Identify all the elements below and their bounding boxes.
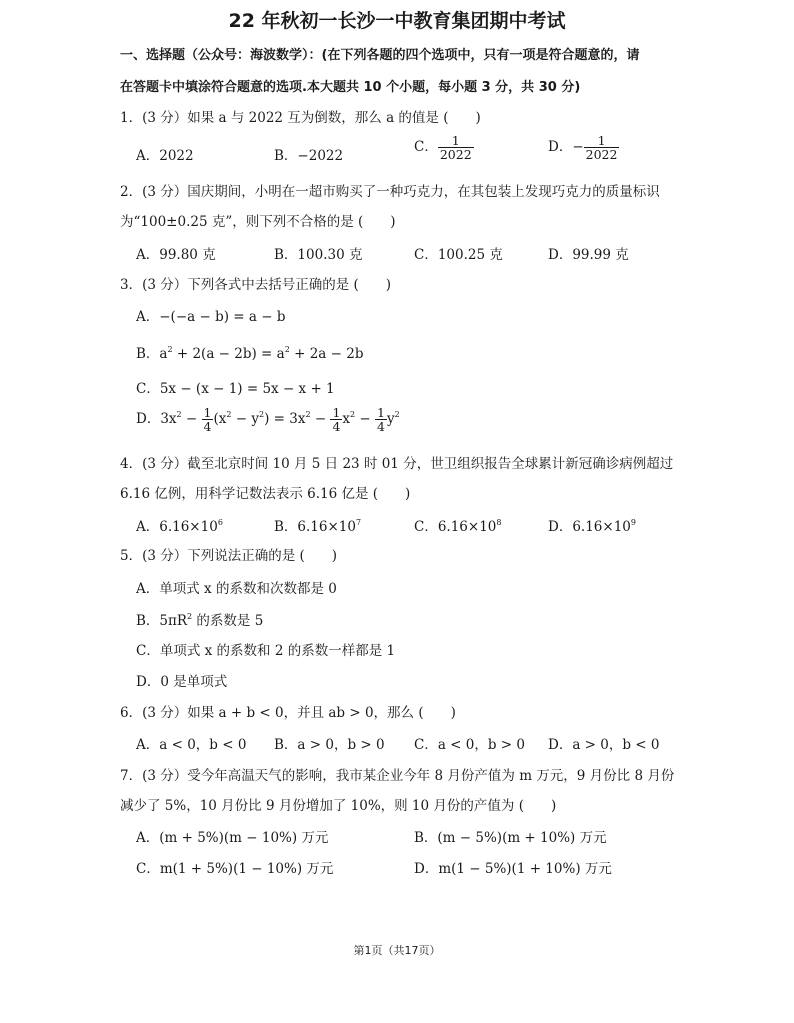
q3-d-fraction2 [330, 406, 342, 433]
q1-option-d-sign: − [572, 139, 584, 156]
q1-option-a: A．2022 [136, 148, 194, 164]
section-heading-line2: 在答题卡中填涂符合题意的选项.本大题共 10 个小题，每小题 3 分，共 30 分) [120, 80, 581, 95]
q4-option-b [274, 515, 361, 535]
q3-stem: 3．(3 分）下列各式中去括号正确的是 ( ) [120, 277, 392, 293]
q4-b-base: B．6.16×10 [274, 519, 356, 535]
q5-stem: 5．(3 分）下列说法正确的是 ( ) [120, 548, 338, 564]
q7-stem-line2: 减少了 5%，10 月份比 9 月份增加了 10%，则 10 月份的产值为 ( ) [120, 798, 557, 814]
q7-option-d: D．m(1 − 5%)(1 + 10%) 万元 [414, 861, 612, 877]
q3-option-b [136, 342, 363, 362]
q3-d-exp1: 2 [176, 410, 182, 420]
q4-a-exp: 6 [217, 518, 223, 527]
q3-d-fraction3 [375, 406, 387, 433]
q7-option-c: C．m(1 + 5%)(1 − 10%) 万元 [136, 861, 334, 877]
q2-option-a: A．99.80 克 [136, 247, 216, 263]
q3-d-fraction1-den: 4 [203, 419, 212, 435]
q4-stem-line1: 4．(3 分）截至北京时间 10 月 5 日 23 时 01 分，世卫组织报告全球累计新冠确诊病例超过 [120, 456, 674, 472]
q3-d-part8: − [355, 411, 376, 428]
q4-a-base: A．6.16×10 [136, 519, 218, 535]
q3-option-c: C．5x − (x − 1) = 5x − x + 1 [136, 381, 335, 397]
q6-option-b: B．a > 0，b > 0 [274, 737, 385, 753]
q3-d-part9: y [387, 411, 395, 428]
q3-d-exp4: 2 [305, 410, 311, 420]
q3-d-part3: (x [213, 411, 227, 428]
q3-d-exp2: 2 [226, 410, 232, 420]
q3-d-fraction2-den: 4 [332, 419, 341, 435]
q6-option-a: A．a < 0，b < 0 [136, 737, 247, 753]
q2-option-d: D．99.99 克 [548, 247, 629, 263]
q6-stem: 6．(3 分）如果 a + b < 0，并且 ab > 0，那么 ( ) [120, 705, 456, 721]
q4-option-d [548, 515, 636, 535]
q5-b-part1: B．5πR [136, 613, 188, 629]
q6-option-c: C．a < 0，b > 0 [414, 737, 525, 753]
q4-option-a [136, 515, 223, 535]
q3-d-part4: − y [231, 411, 259, 428]
q1-stem: 1．(3 分）如果 a 与 2022 互为倒数，那么 a 的值是 ( ) [120, 110, 481, 126]
q7-option-a: A．(m + 5%)(m − 10%) 万元 [136, 830, 329, 846]
q1-d-denominator: 2022 [585, 147, 618, 163]
q3-b-part3: + 2a − 2b [289, 346, 364, 362]
q3-d-part5: ) = 3x [264, 411, 306, 428]
page-title: 22 年秋初一长沙一中教育集团期中考试 [228, 10, 566, 32]
q4-d-base: D．6.16×10 [548, 519, 631, 535]
q5-b-part2: 的系数是 5 [192, 613, 264, 629]
q5-option-b [136, 609, 263, 629]
q2-stem-line2: 为“100±0.25 克”，则下列不合格的是 ( ) [120, 214, 396, 230]
q5-option-c: C．单项式 x 的系数和 2 的系数一样都是 1 [136, 643, 396, 659]
q3-d-part2: − [181, 411, 202, 428]
q1-c-numerator: 1 [451, 133, 460, 148]
q3-option-a: A．−(−a − b) = a − b [136, 309, 286, 325]
q3-d-part1: D．3x [136, 411, 177, 428]
q2-stem-line1: 2．(3 分）国庆期间，小明在一超市购买了一种巧克力，在其包装上发现巧克力的质量标识 [120, 184, 660, 200]
q4-stem-line2: 6.16 亿例，用科学记数法表示 6.16 亿是 ( ) [120, 486, 411, 502]
section-heading-line1: 一、选择题（公众号：海波数学）：(在下列各题的四个选项中，只有一项是符合题意的，请 [120, 48, 640, 63]
q1-option-d-fraction [584, 134, 620, 161]
q3-b-exp1: 2 [167, 345, 173, 354]
q3-d-fraction2-num: 1 [332, 405, 341, 420]
q2-option-c: C．100.25 克 [414, 247, 503, 263]
q3-d-exp6: 2 [394, 410, 400, 420]
q5-option-a: A．单项式 x 的系数和次数都是 0 [136, 581, 337, 597]
q3-b-part2: + 2(a − 2b) = a [172, 346, 285, 362]
q3-option-d [136, 406, 400, 433]
q1-option-d-label: D． [548, 139, 573, 156]
q1-option-c [414, 134, 474, 161]
q5-b-exp: 2 [187, 612, 193, 621]
q3-d-fraction3-den: 4 [377, 419, 385, 435]
q4-c-exp: 8 [496, 518, 502, 527]
q3-d-part6: − [310, 411, 331, 428]
q5-option-d: D．0 是单项式 [136, 674, 228, 690]
q6-option-d: D．a > 0，b < 0 [548, 737, 660, 753]
q1-option-c-fraction [438, 134, 474, 161]
q3-d-part7: x [342, 411, 351, 428]
q3-b-part1: B．a [136, 346, 168, 362]
q3-d-fraction3-num: 1 [377, 405, 385, 420]
q3-b-exp2: 2 [284, 345, 290, 354]
q3-d-exp5: 2 [350, 410, 356, 420]
q1-c-denominator: 2022 [439, 147, 472, 163]
q4-option-c [414, 515, 501, 535]
q1-option-d [548, 134, 619, 161]
q1-d-numerator: 1 [597, 133, 606, 148]
q4-b-exp: 7 [355, 518, 362, 527]
q4-d-exp: 9 [630, 518, 636, 527]
q1-option-c-label: C． [414, 139, 438, 156]
q1-option-b: B．−2022 [274, 148, 344, 164]
q4-c-base: C．6.16×10 [414, 519, 497, 535]
q7-option-b: B．(m − 5%)(m + 10%) 万元 [414, 830, 607, 846]
q3-d-fraction1 [202, 406, 214, 433]
q2-option-b: B．100.30 克 [274, 247, 363, 263]
q3-d-exp3: 2 [259, 410, 265, 420]
page-footer: 第1页（共17页） [353, 944, 441, 957]
q7-stem-line1: 7．(3 分）受今年高温天气的影响，我市某企业今年 8 月份产值为 m 万元，9 月份比 8 月份 [120, 768, 675, 784]
q3-d-fraction1-num: 1 [203, 405, 212, 420]
